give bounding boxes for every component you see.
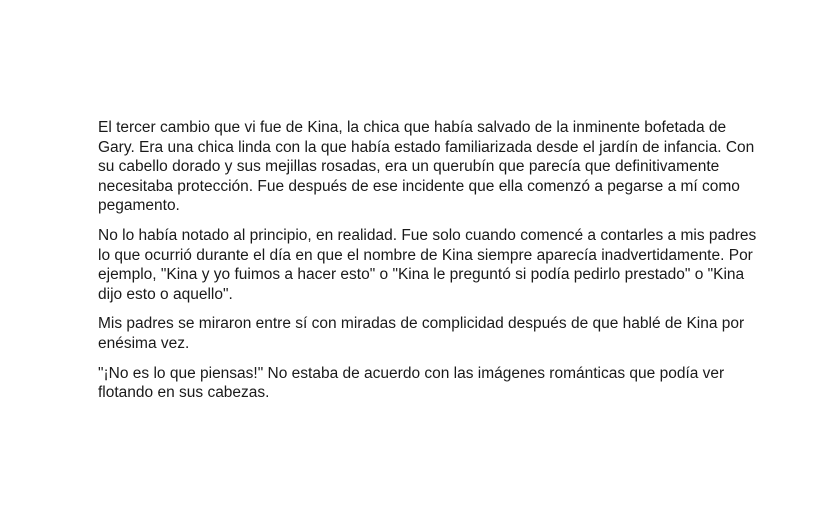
document-body — [98, 118, 758, 413]
paragraph-2: No lo había notado al principio, en realidad. Fue solo cuando comencé a contarles a mis padres lo que ocurrió durante el día en que el nombre de Kina siempre aparecía inadvertidamente. Por ejemplo, "Kina y yo fuimos a hacer esto" o "Kina le preguntó si podía pedirlo prestado" o "Kina dijo esto o aquello". — [98, 226, 757, 303]
paragraph-4: "¡No es lo que piensas!" No estaba de acuerdo con las imágenes románticas que podía ver flotando en sus cabezas. — [98, 364, 725, 402]
paragraph-3: Mis padres se miraron entre sí con miradas de complicidad después de que hablé de Kina por enésima vez. — [98, 315, 745, 352]
paragraph-1: El tercer cambio que vi fue de Kina, la chica que había salvado de la inminente bofetada de Gary. Era una chica linda con la que había estado familiarizada desde el jardín de infancia. Con su cabello dorado y sus mejillas rosadas, era un querubín que parecía que definitivamente necesitaba protección. Fue después de ese incidente que ella comenzó a pegarse a mí como pegamento. — [98, 119, 755, 215]
